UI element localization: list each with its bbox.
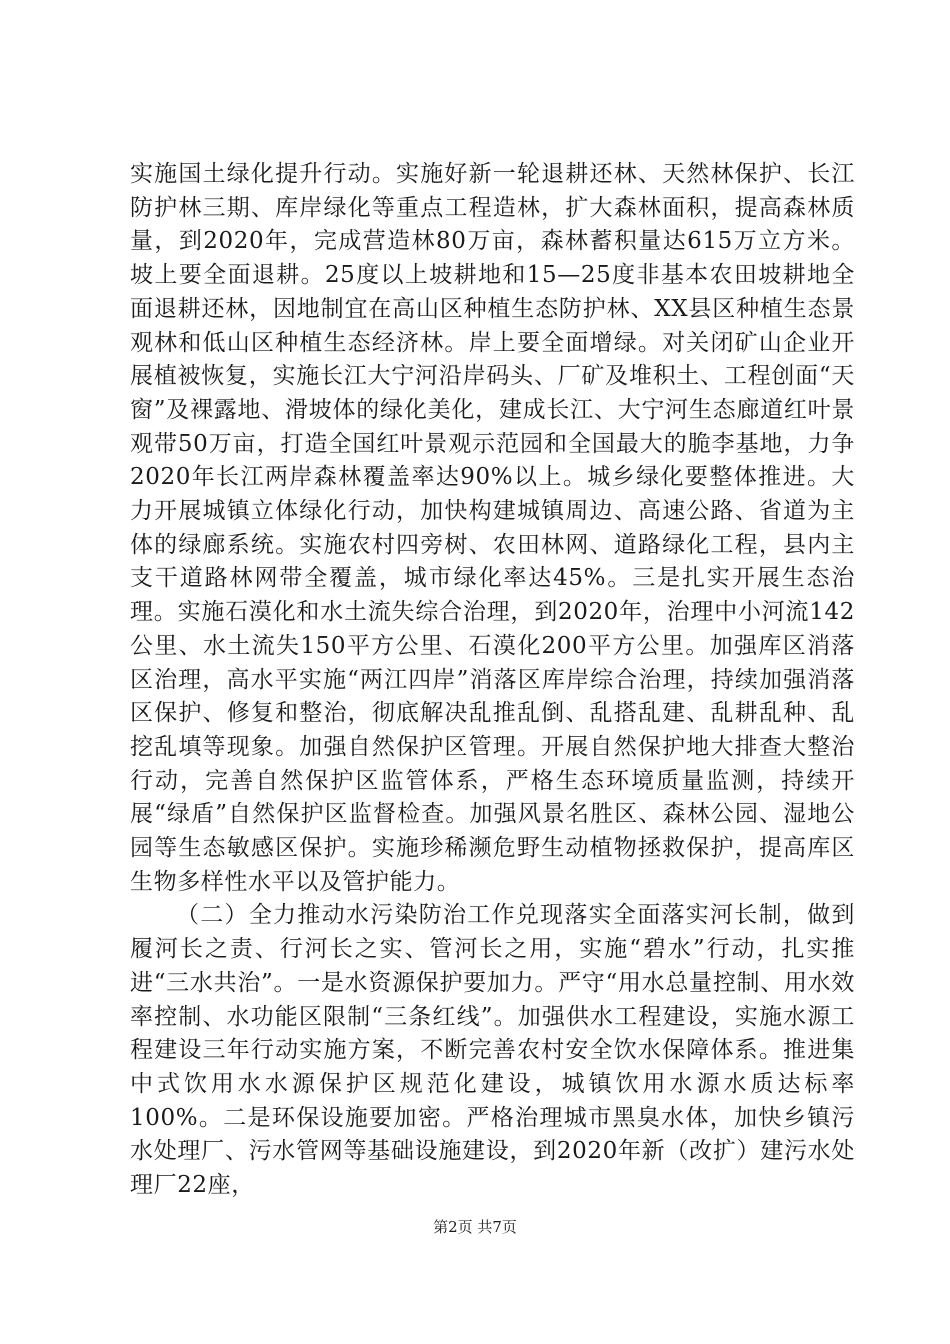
- page-number-footer: 第2页 共7页: [433, 1218, 517, 1236]
- paragraph-water-pollution: （二）全力推动水污染防治工作兑现落实全面落实河长制，做到履河长之责、行河长之实、管河长之用，实施“碧水”行动，扎实推进“三水共治”。一是水资源保护要加力。严守“用水总量控制、用水效率控制、水功能区限制“三条红线”。加强供水工程建设，实施水源工程建设三年行动实施方案，不断完善农村安全饮水保障体系。推进集中式饮用水水源保护区规范化建设，城镇饮用水源水质达标率100%。二是环保设施要加密。严格治理城市黑臭水体，加快乡镇污水处理厂、污水管网等基础设施建设，到2020年新（改扩）建污水处理厂22座，: [130, 902, 855, 1199]
- paragraph-greening: 实施国土绿化提升行动。实施好新一轮退耕还林、天然林保护、长江防护林三期、库岸绿化等重点工程造林，扩大森林面积，提高森林质量，到2020年，完成营造林80万亩，森林蓄积量达615万立方米。坡上要全面退耕。25度以上坡耕地和15—25度非基本农田坡耕地全面退耕还林，因地制宜在高山区种植生态防护林、XX县区种植生态景观林和低山区种植生态经济林。岸上要全面增绿。对关闭矿山企业开展植被恢复，实施长江大宁河沿岸码头、厂矿及堆积土、工程创面“天窗”及裸露地、滑坡体的绿化美化，建成长江、大宁河生态廊道红叶景观带50万亩，打造全国红叶景观示范园和全国最大的脆李基地，力争2020年长江两岸森林覆盖率达90%以上。城乡绿化要整体推进。大力开展城镇立体绿化行动，加快构建城镇周边、高速公路、省道为主体的绿廊系统。实施农村四旁树、农田林网、道路绿化工程，县内主支干道路林网带全覆盖，城市绿化率达45%。三是扎实开展生态治理。实施石漠化和水土流失综合治理，到2020年，治理中小河流142公里、水土流失150平方公里、石漠化200平方公里。加强库区消落区治理，高水平实施“两江四岸”消落区库岸综合治理，持续加强消落区保护、修复和整治，彻底解决乱推乱倒、乱搭乱建、乱耕乱种、乱挖乱填等现象。加强自然保护区管理。开展自然保护地大排查大整治行动，完善自然保护区监管体系，严格生态环境质量监测，持续开展“绿盾”自然保护区监督检查。加强风景名胜区、森林公园、湿地公园等生态敏感区保护。实施珍稀濒危野生动植物拯救保护，提高库区生物多样性水平以及管护能力。: [130, 161, 855, 895]
- document-body: [130, 158, 855, 1203]
